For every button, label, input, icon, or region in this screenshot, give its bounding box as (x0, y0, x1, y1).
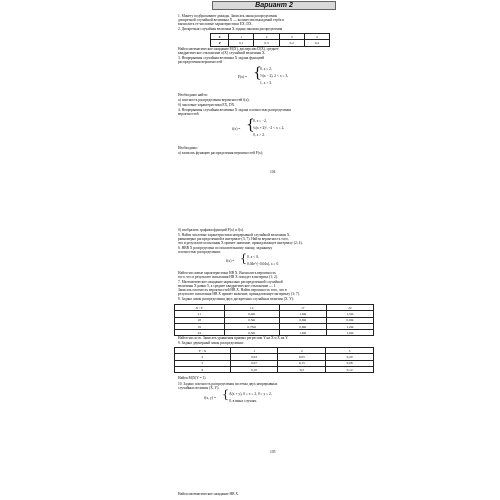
task4-line2: вероятностей (178, 112, 199, 116)
formula-exp-case1: 0, x < 0, (247, 255, 259, 259)
table-cell: 1,6m (279, 311, 326, 317)
table-cell: 2 (278, 348, 326, 354)
table-cell: X (211, 34, 229, 40)
table-cell: 0,4 (304, 40, 329, 46)
task3-req-1: Необходимо найти: (178, 93, 208, 97)
table-cell: 0,15 (278, 360, 326, 366)
task10-line2: случайных величин (X, Y): (178, 386, 220, 390)
formula-f-case1: 0, x ≤ −2, (253, 119, 267, 123)
task8-text: 8. Задано закон распределения двух дискретных случайных величин (X, Y): (178, 297, 295, 301)
task2-line2: квадратическое отклонение σ(X) случайной величины X. (178, 51, 266, 55)
page3-text: Найти математическое ожидание НВ X. (178, 492, 239, 496)
task3-req-3: б) числовые характеристики ЕХ, DX. (178, 103, 236, 107)
table-cell: 11 (175, 311, 225, 317)
table-cell: 0,9m (326, 317, 373, 323)
table-cell: 0,10 (230, 366, 278, 372)
table-cell: 12 (224, 305, 279, 311)
task10-line1: 10. Задано плотность распределения системы двух непрерывных (178, 382, 278, 386)
table-cell: 18 (175, 317, 225, 323)
task4-part-b: б) изобразить графики функций F(x) и f(x). (178, 228, 244, 232)
distribution-table (210, 33, 330, 47)
page-number: 105 (270, 450, 276, 454)
task6-line1: 6. НВВ X распределена по показательному закону, заданному (178, 246, 273, 250)
formula-f-case3: 0, x > 2. (253, 133, 265, 137)
table-cell: 0,4m (224, 311, 279, 317)
page-1 (154, 0, 396, 178)
table-cell: 1,5m (326, 311, 373, 317)
table-cell: 1,6m (279, 330, 326, 336)
task4-req-1: Необходимо: (178, 146, 198, 150)
table-cell: 0,08 (326, 360, 374, 366)
task3-req-2: а) плотность распределения вероятностей f(x); (178, 98, 250, 102)
task3-line1: 3. Непрерывная случайная величина X задана функцией (178, 56, 265, 60)
task1-line3: вычислить ее числовые характеристики ЕХ, DX. (178, 22, 253, 26)
table-cell: 0,05 (278, 354, 326, 360)
table-cell: 6 (175, 366, 231, 372)
task2-text: 2. Дискретная случайная величина X задана законом распределения (178, 27, 283, 31)
task6b-line1: Найти числовые характеристики НВ X. Вычислить вероятность (178, 271, 276, 275)
table-cell: 1 (229, 34, 254, 40)
table-cell: 0,8m (279, 323, 326, 329)
table-row (211, 40, 330, 46)
brace: { (253, 65, 262, 81)
task8b-line1: Найти число m. Записать уравнения прямых регрессии Y на X и X на Y. (178, 336, 289, 340)
task2-line1: Найти математическое ожидание M(X), дисперсию D(X), среднее (178, 47, 279, 51)
table-cell: 0,8m (279, 317, 326, 323)
table-cell: 1,6m (326, 330, 373, 336)
task4-req-2: а) записать функцию распределения вероятностей F(x); (178, 151, 263, 155)
task6-line2: плотностью распределения: (178, 250, 221, 254)
task6b-line2: того, что в результате испытания НВ X попадет в интервал (1; 2). (178, 275, 278, 279)
task5-line2: равномерно распределенной в интервале (3; 7). Найти вероятность того, (178, 237, 289, 241)
task3-line2: распределения вероятностей (178, 60, 222, 64)
table-cell: Y \ X (175, 348, 231, 354)
two-dim-table (174, 347, 374, 373)
formula-F-lhs: F(x) = (238, 75, 248, 79)
task1-line2: дискретной случайной величины X — количества выпадений герба и (178, 18, 285, 22)
table-cell: 22 (326, 305, 373, 311)
formula-f-case2: ¼(x + 2)², −2 < x ≤ 2, (253, 126, 285, 130)
brace: { (246, 117, 255, 133)
task5-line1: 5. Найти числовые характеристики непрерывной случайной величины X, (178, 233, 291, 237)
formula-F-case1: 0, x ≤ 2, (260, 67, 272, 71)
formula-joint-case1: A(x + y), 0 ≤ x ≤ 2, 0 ≤ y ≤ 2, (229, 392, 272, 396)
table-cell: 17 (279, 305, 326, 311)
table-cell: 24 (175, 330, 225, 336)
formula-joint-case2: 0, в иных случаях. (229, 399, 258, 403)
brace: { (240, 252, 247, 265)
table-cell: 1 (230, 348, 278, 354)
formula-joint-lhs: f(x, y) = (204, 396, 216, 400)
formula-exp-case2: 0,04e^(−0,04x), x ≥ 0. (247, 262, 280, 266)
formula-f-lhs: f(x) = (232, 127, 241, 131)
table-cell: 19 (175, 323, 225, 329)
table-cell: 3 (279, 34, 304, 40)
table-cell: 0,1 (229, 40, 254, 46)
table-cell: 3 (326, 348, 374, 354)
task7-line4: результате испытания НВ X примет значение, принадлежащее интервалу (3; 7). (178, 292, 300, 296)
formula-exp-lhs: f(x) = (226, 259, 235, 263)
task7-line2: величины X равно 5, а среднее квадратическое отклонение — 1. (178, 284, 277, 288)
page-3 (154, 490, 396, 500)
table-cell: 0,5m (224, 317, 279, 323)
table-cell: 0,07 (230, 360, 278, 366)
table-cell: 0,75m (224, 323, 279, 329)
task4-line1: 4. Непрерывная случайная величина X задана плотностью распределения (178, 108, 291, 112)
page-number: 104 (270, 170, 276, 174)
task7-line1: 7. Математическое ожидание нормально распределенной случайной (178, 280, 283, 284)
table-cell: 0,2 (278, 366, 326, 372)
brace: { (222, 388, 229, 401)
table-cell: P (211, 40, 229, 46)
table-cell: 2 (175, 354, 231, 360)
table-cell: 0,5m (224, 330, 279, 336)
page-2 (154, 224, 396, 459)
table-cell: 0,03 (230, 354, 278, 360)
table-cell: 0,3 (254, 40, 279, 46)
task9b-text: Найти M(X|Y = 1). (178, 376, 207, 380)
formula-F-case3: 1, x > 3. (260, 81, 272, 85)
table-cell: 0,20 (326, 354, 374, 360)
formula-F-case2: ½(x − 2), 2 < x ≤ 3, (260, 74, 289, 78)
table-cell: 4 (304, 34, 329, 40)
table-cell: 5 (175, 360, 231, 366)
table-cell: 0,2 (279, 40, 304, 46)
task9-text: 9. Задано двумерный закон распределения: (178, 341, 244, 345)
task7-line3: Записать плотность вероятностей НВ X. Найти вероятность того, что в (178, 288, 287, 292)
variant-header: Вариант 2 (212, 1, 336, 10)
table-cell: X \ Y (175, 305, 225, 311)
table-row (175, 366, 374, 372)
table-cell: 0,12 (326, 366, 374, 372)
task5-line3: что в результате испытания X примет значение, принадлежащее интервалу (2; 4). (178, 241, 303, 245)
task1-line1: 1. Монету подбрасывают дважды. Записать закон распределения (178, 14, 278, 18)
table-cell: 2 (254, 34, 279, 40)
table-cell: 1,2m (326, 323, 373, 329)
joint-distribution-table (174, 304, 374, 336)
